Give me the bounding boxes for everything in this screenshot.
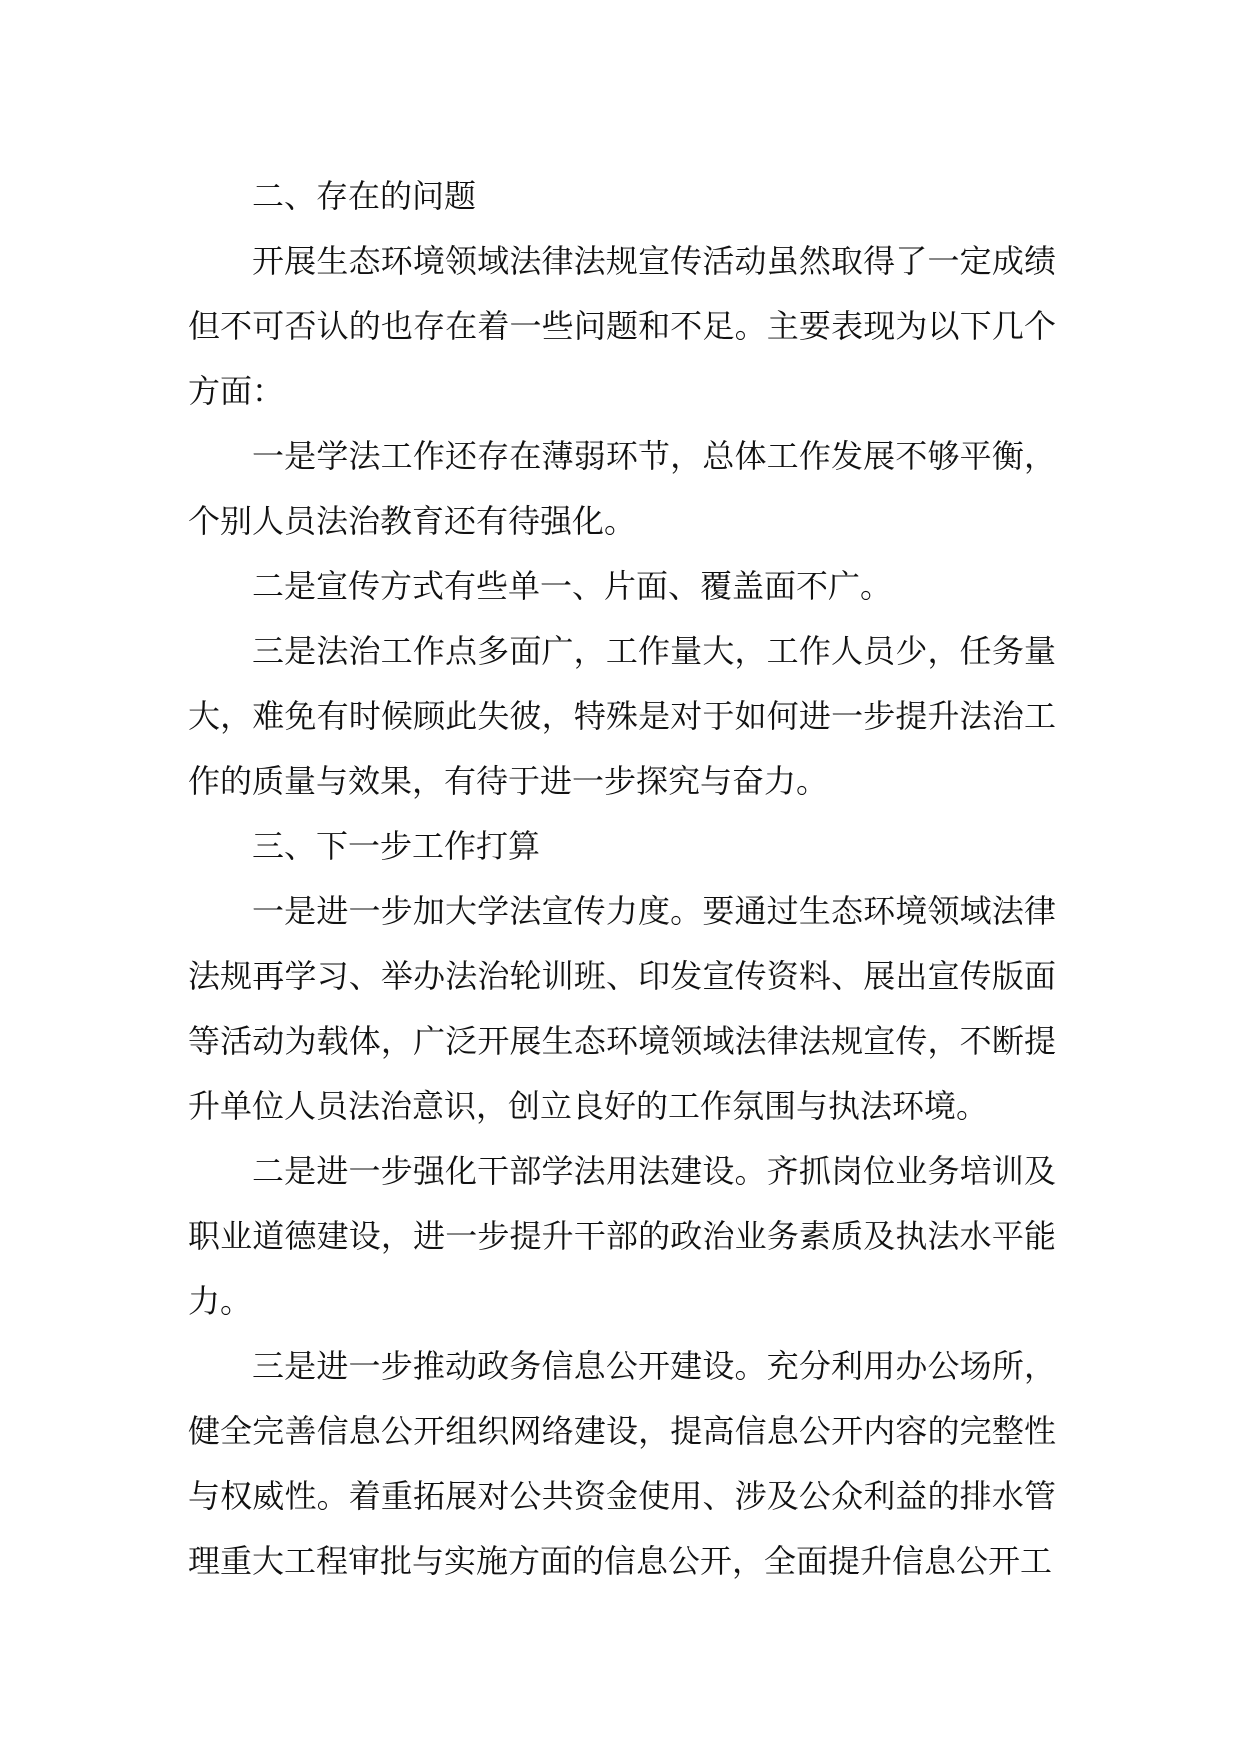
paragraph-plan-2: 二是进一步强化干部学法用法建设。齐抓岗位业务培训及职业道德建设，进一步提升干部的政治业务素质及执法水平能力。 <box>188 1152 1056 1320</box>
document-page <box>188 164 1056 1594</box>
paragraph-plan-3: 三是进一步推动政务信息公开建设。充分利用办公场所，健全完善信息公开组织网络建设，提高信息公开内容的完整性与权威性。着重拓展对公共资金使用、涉及公众利益的排水管理重大工程审批与实施方面的信息公开，全面提升信息公开工 <box>188 1347 1056 1580</box>
paragraph-problem-3: 三是法治工作点多面广，工作量大，工作人员少，任务量大，难免有时候顾此失彼，特殊是对于如何进一步提升法治工作的质量与效果，有待于进一步探究与奋力。 <box>188 632 1056 800</box>
paragraph-intro: 开展生态环境领域法律法规宣传活动虽然取得了一定成绩但不可否认的也存在着一些问题和不足。主要表现为以下几个方面： <box>188 242 1056 410</box>
paragraph-problem-2: 二是宣传方式有些单一、片面、覆盖面不广。 <box>252 567 893 605</box>
paragraph-problem-1: 一是学法工作还存在薄弱环节，总体工作发展不够平衡，个别人员法治教育还有待强化。 <box>188 437 1056 540</box>
section-heading-next-steps: 三、下一步工作打算 <box>252 827 541 865</box>
paragraph-plan-1: 一是进一步加大学法宣传力度。要通过生态环境领域法律法规再学习、举办法治轮训班、印发宣传资料、展出宣传版面等活动为载体，广泛开展生态环境领域法律法规宣传，不断提升单位人员法治意识，创立良好的工作氛围与执法环境。 <box>188 892 1056 1125</box>
section-heading-problems: 二、存在的问题 <box>252 177 477 215</box>
